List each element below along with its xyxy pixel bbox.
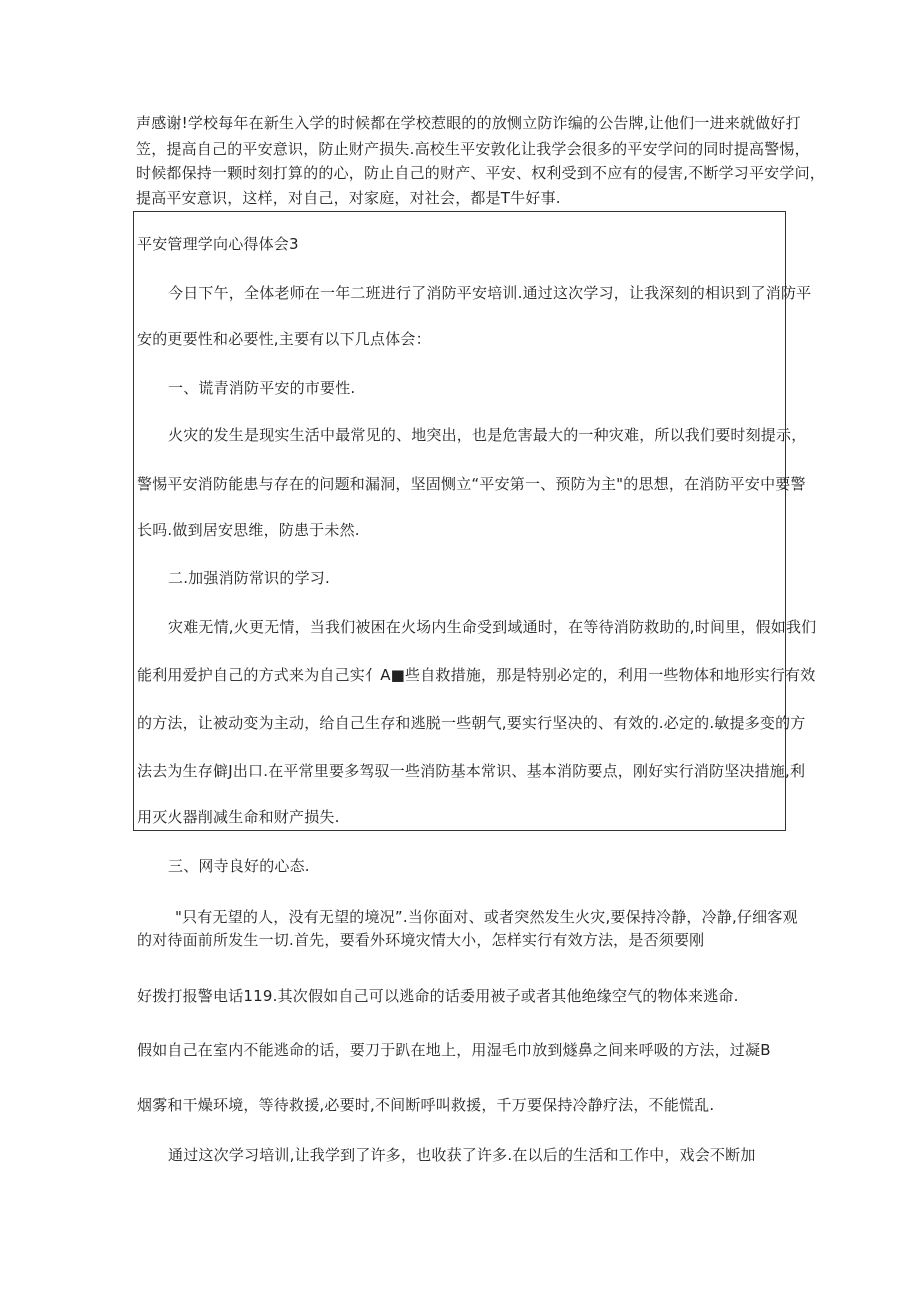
point1-line: 火灾的发生是现实生活中最常见的、地突出，也是危害最大的一种灾难，所以我们要时刻提示，: [168, 426, 807, 444]
point1-line: 长吗.做到居安思维，防患于未然.: [137, 521, 360, 539]
point3-line: 好拨打报警电话119.其次假如自己可以逃命的话委用被子或者其他绝缘空气的物体来逃命.: [137, 987, 739, 1005]
point1-heading: 一、谎青消防平安的市要性.: [168, 379, 356, 397]
point3-line: 的对待面前所发生一切.首先，要看外环境灾情大小，怎样实行有效方法，是否须要刚: [137, 931, 705, 949]
section-title: 平安管理学向心得体会3: [137, 235, 299, 253]
point3-line: 烟雾和干燥环境，等待救援,必要时,不间断呼叫救援，千万要保持冷静疗法，不能慌乱.: [137, 1096, 715, 1114]
paragraph-line: 时候都保持一颗时刻打算的的心，防止自己的财产、平安、权利受到不应有的侵害,不断学习平安学问，: [136, 164, 825, 182]
point2-line: 用灭火器削减生命和财产损失.: [137, 808, 340, 826]
point2-line: 法去为生存僻J出口.在平常里要多驾驭一些消防基本常识、基本消防要点，刚好实行消防坚决措施,利: [137, 762, 806, 780]
intro-line: 安的更要性和必要性,主要有以下几点体会：: [137, 330, 431, 348]
point2-heading: 二.加强消防常识的学习.: [168, 569, 330, 587]
point3-line: "只有无望的人，没有无望的境况”.当你面对、或者突然发生火灾,要保持冷静，冷静,仔细客观: [175, 908, 798, 926]
paragraph-line: 提高平安意识，这样，对自己，对家庭，对社会，都是T牛好事.: [136, 189, 561, 207]
point2-line: 能利用爱护自己的方式来为自己实亻A■些自救措施，那是特别必定的，利用一些物体和地形实行有效: [137, 666, 816, 684]
point2-line: 灾难无情,火更无情，当我们被困在火场内生命受到域通时，在等待消防救助的,时间里，假如我们: [168, 618, 817, 636]
paragraph-line: 声感谢!学校每年在新生入学的时候都在学校惹眼的的放恻立防诈编的公告牌,让他们一进来就做好打: [136, 114, 801, 132]
point3-heading: 三、网寺良好的心态.: [168, 857, 310, 875]
paragraph-line: 笠，提高自己的平安意识，防止财产损失.高校生平安敦化让我学会很多的平安学问的同时提高警惕，: [136, 140, 810, 158]
point1-line: 警惕平安消防能患与存在的问题和漏洞，坚固恻立“平安第一、预防为主"的思想，在消防平安中要警: [137, 475, 806, 493]
point2-line: 的方法，让被动变为主动，给自己生存和逃脱一些朝气,要实行坚决的、有效的.必定的.敏提多变的方: [137, 714, 806, 732]
intro-line: 今日下午，全体老师在一年二班进行了消防平安培训.通过这次学习，让我深刻的相识到了消防平: [168, 284, 812, 302]
point3-line: 假如自己在室内不能逃命的话，要刀于趴在地上，用湿毛巾放到燧鼻之间来呼吸的方法，过凝B: [137, 1041, 771, 1059]
closing-line: 通过这次学习培训,让我学到了许多，也收获了许多.在以后的生活和工作中，戏会不断加: [168, 1146, 756, 1164]
